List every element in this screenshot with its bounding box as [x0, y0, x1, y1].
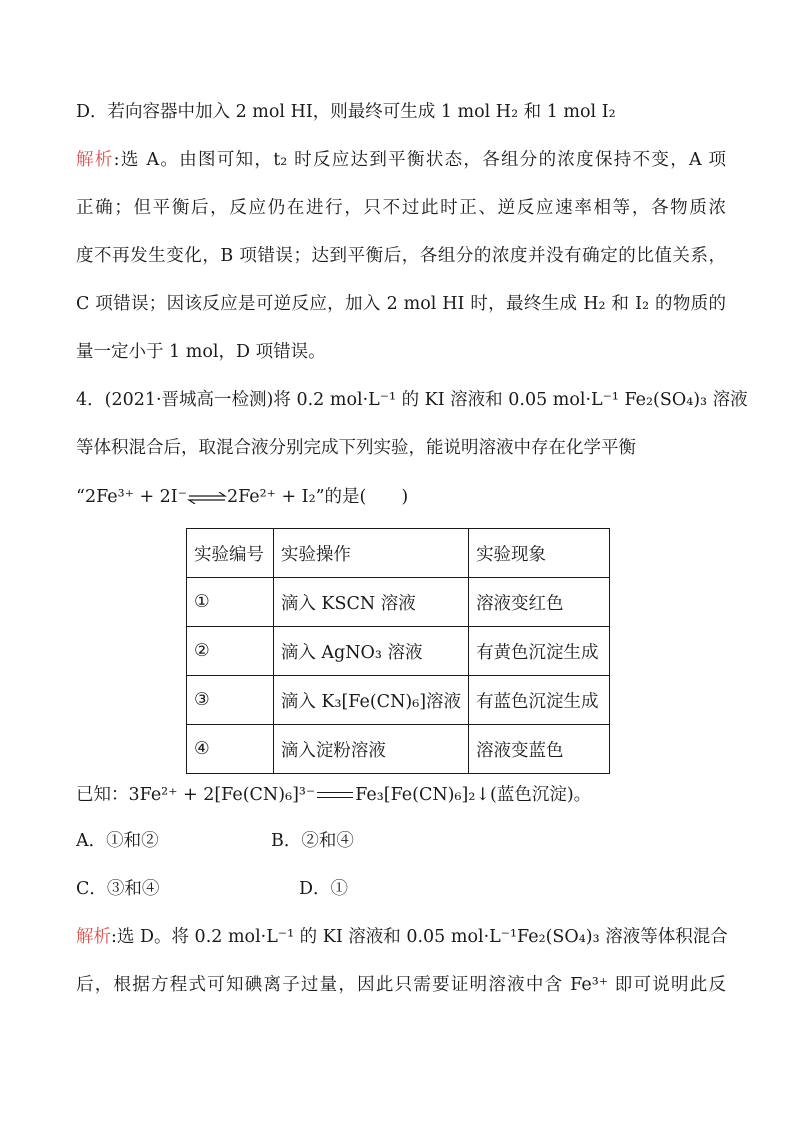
question-4-equation — [76, 485, 726, 509]
analysis-label: 解析 — [76, 150, 114, 170]
table-cell: ③ — [187, 676, 274, 725]
table-cell: 有蓝色沉淀生成 — [469, 676, 610, 725]
table-header: 实验操作 — [273, 529, 468, 578]
table-row — [187, 725, 610, 774]
equation-left: “2Fe³⁺ + 2I⁻ — [76, 487, 187, 507]
known-equation — [76, 783, 726, 807]
table-row — [187, 627, 610, 676]
analysis-line-1: 解析:选 A。由图可知，t₂ 时反应达到平衡状态，各组分的浓度保持不变，A 项 — [76, 150, 726, 170]
analysis-line-4: C 项错误；因该反应是可逆反应，加入 2 mol HI 时，最终生成 H₂ 和 I₂ 的物质的 — [76, 294, 726, 314]
option-c[interactable]: C．③和④ — [76, 879, 160, 899]
equals-sign-icon — [315, 791, 355, 801]
table-header: 实验现象 — [469, 529, 610, 578]
experiment-table — [186, 528, 610, 774]
known-left: 已知：3Fe²⁺ + 2[Fe(CN)₆]³⁻ — [76, 785, 316, 805]
analysis-line-3: 度不再发生变化，B 项错误；达到平衡后，各组分的浓度并没有确定的比值关系， — [76, 246, 726, 266]
question-4-line-2: 等体积混合后，取混合液分别完成下列实验，能说明溶液中存在化学平衡 — [76, 438, 636, 458]
answer-analysis-text: 选 D。将 0.2 mol·L⁻¹ 的 KI 溶液和 0.05 mol·L⁻¹Fe₂(SO₄)₃ 溶液等体积混合 — [116, 927, 728, 947]
table-cell: 溶液变蓝色 — [469, 725, 610, 774]
table-row — [187, 578, 610, 627]
analysis-label: 解析 — [76, 927, 111, 947]
table-cell: 滴入 KSCN 溶液 — [273, 578, 468, 627]
answer-analysis-line-2: 后，根据方程式可知碘离子过量，因此只需要证明溶液中含 Fe³⁺ 即可说明此反 — [76, 975, 726, 995]
equation-right: 2Fe²⁺ + I₂”的是( ) — [226, 487, 409, 507]
table-cell: ② — [187, 627, 274, 676]
option-b[interactable]: B．②和④ — [271, 831, 354, 851]
table-header-row — [187, 529, 610, 578]
table-cell: 滴入淀粉溶液 — [273, 725, 468, 774]
table-cell: ④ — [187, 725, 274, 774]
analysis-line-5: 量一定小于 1 mol，D 项错误。 — [76, 342, 326, 362]
option-a[interactable]: A．①和② — [76, 831, 159, 851]
table-cell: 有黄色沉淀生成 — [469, 627, 610, 676]
table-cell: 滴入 AgNO₃ 溶液 — [273, 627, 468, 676]
answer-analysis-line-1: 解析:选 D。将 0.2 mol·L⁻¹ 的 KI 溶液和 0.05 mol·L⁻¹Fe₂(SO₄)₃ 溶液等体积混合 — [76, 927, 728, 947]
reversible-arrow-icon — [187, 492, 227, 504]
table-row — [187, 676, 610, 725]
known-right: Fe₃[Fe(CN)₆]₂↓(蓝色沉淀)。 — [355, 785, 592, 805]
analysis-line-2: 正确；但平衡后，反应仍在进行，只不过此时正、逆反应速率相等，各物质浓 — [76, 198, 726, 218]
table-cell: 溶液变红色 — [469, 578, 610, 627]
analysis-text: 选 A。由图可知，t₂ 时反应达到平衡状态，各组分的浓度保持不变，A 项 — [119, 150, 726, 170]
table-header: 实验编号 — [187, 529, 274, 578]
option-d[interactable]: D．① — [299, 879, 349, 899]
table-cell: 滴入 K₃[Fe(CN)₆]溶液 — [273, 676, 468, 725]
option-d-text: D．若向容器中加入 2 mol HI，则最终可生成 1 mol H₂ 和 1 mol I₂ — [76, 102, 616, 122]
question-4-line-1: 4．(2021·晋城高一检测)将 0.2 mol·L⁻¹ 的 KI 溶液和 0.05 mol·L⁻¹ Fe₂(SO₄)₃ 溶液 — [76, 390, 748, 410]
table-cell: ① — [187, 578, 274, 627]
